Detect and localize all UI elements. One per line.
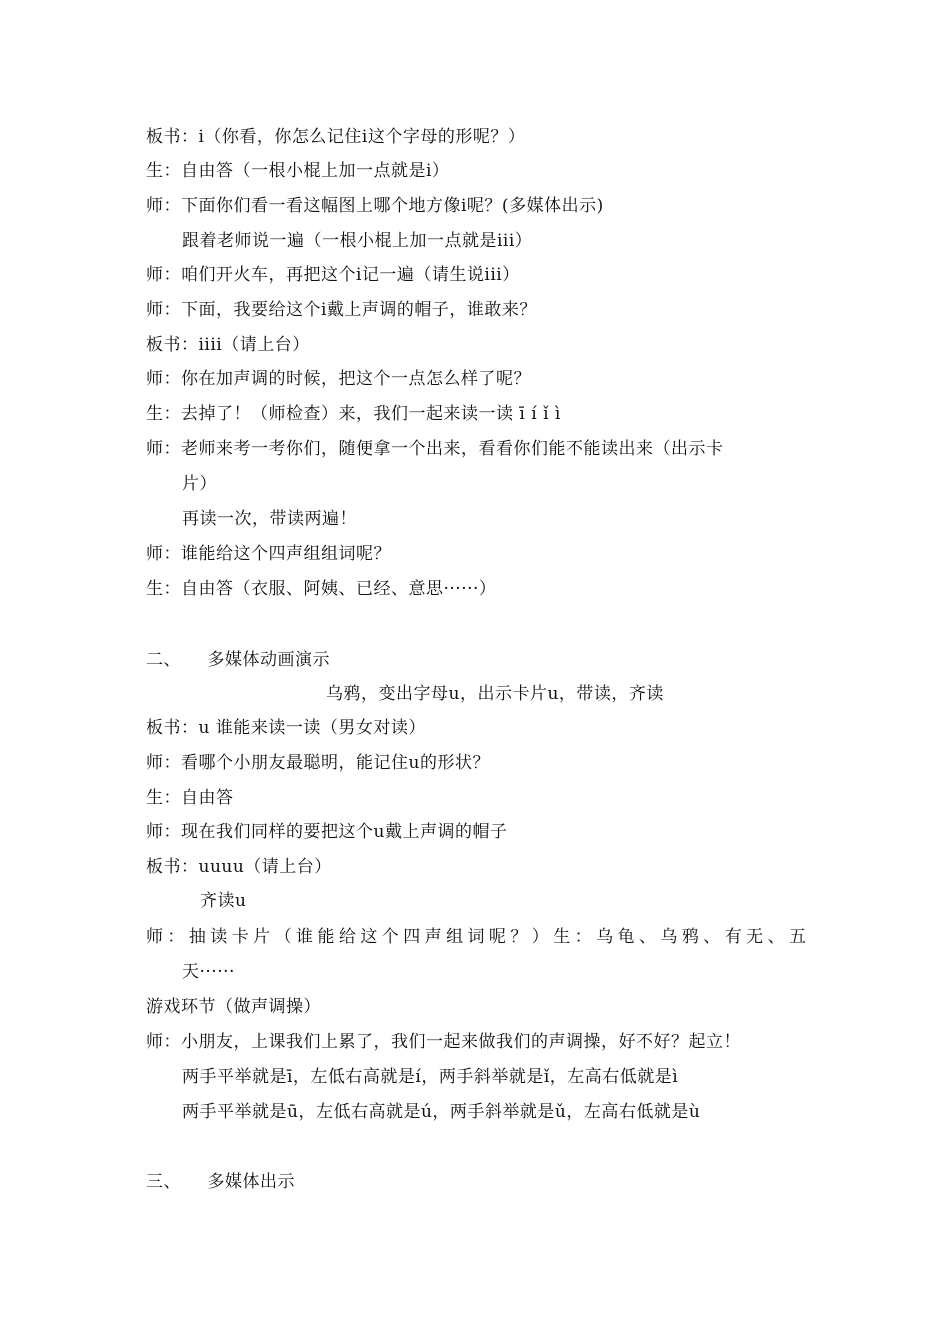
text-line: 师：看哪个小朋友最聪明，能记住u的形状？ <box>146 753 490 773</box>
text-line: 游戏环节（做声调操） <box>146 997 321 1017</box>
text-line: 师：抽读卡片（谁能给这个四声组词呢？）生：乌龟、乌鸦、有无、五 <box>146 927 806 947</box>
text-line: 师：你在加声调的时候，把这个一点怎么样了呢？ <box>146 369 531 389</box>
text-line: 师：老师来考一考你们，随便拿一个出来，看看你们能不能读出来（出示卡 <box>146 439 724 459</box>
text-line: 师：现在我们同样的要把这个u戴上声调的帽子 <box>146 822 508 842</box>
text-line: 板书：iiii（请上台） <box>146 335 310 355</box>
text-line: 师：下面你们看一看这幅图上哪个地方像i呢？(多媒体出示) <box>146 196 604 216</box>
text-line: 跟着老师说一遍（一根小棍上加一点就是iii） <box>182 231 533 251</box>
text-line: 师：下面，我要给这个i戴上声调的帽子，谁敢来？ <box>146 300 537 320</box>
text-line: 生：自由答（衣服、阿姨、已经、意思······） <box>146 579 497 599</box>
text-line: 齐读u <box>200 891 247 911</box>
text-line: 乌鸦，变出字母u，出示卡片u，带读，齐读 <box>326 684 664 704</box>
text-line: 板书：uuuu（请上台） <box>146 857 332 877</box>
text-line: 生：自由答 <box>146 788 234 808</box>
text-line: 师：谁能给这个四声组组词呢？ <box>146 544 391 564</box>
text-line: 天······ <box>182 962 235 982</box>
section-heading: 二、 多媒体动画演示 <box>146 650 330 670</box>
text-line: 再读一次，带读两遍！ <box>182 509 357 529</box>
section-heading: 三、 多媒体出示 <box>146 1172 295 1192</box>
text-line: 两手平举就是ū，左低右高就是ú，两手斜举就是ǔ，左高右低就是ù <box>182 1102 701 1122</box>
text-line: 板书：i（你看，你怎么记住i这个字母的形呢？） <box>146 127 526 147</box>
text-line: 片） <box>182 474 217 494</box>
text-line: 师：咱们开火车，再把这个i记一遍（请生说iii） <box>146 265 520 285</box>
text-line: 生：自由答（一根小棍上加一点就是i） <box>146 161 450 181</box>
text-line: 板书：u 谁能来读一读（男女对读） <box>146 718 426 738</box>
text-line: 师：小朋友，上课我们上累了，我们一起来做我们的声调操，好不好？起立！ <box>146 1032 741 1052</box>
text-line: 两手平举就是ī，左低右高就是í，两手斜举就是ǐ，左高右低就是ì <box>182 1067 679 1087</box>
text-line: 生：去掉了！（师检查）来，我们一起来读一读 ī í ǐ ì <box>146 404 561 424</box>
